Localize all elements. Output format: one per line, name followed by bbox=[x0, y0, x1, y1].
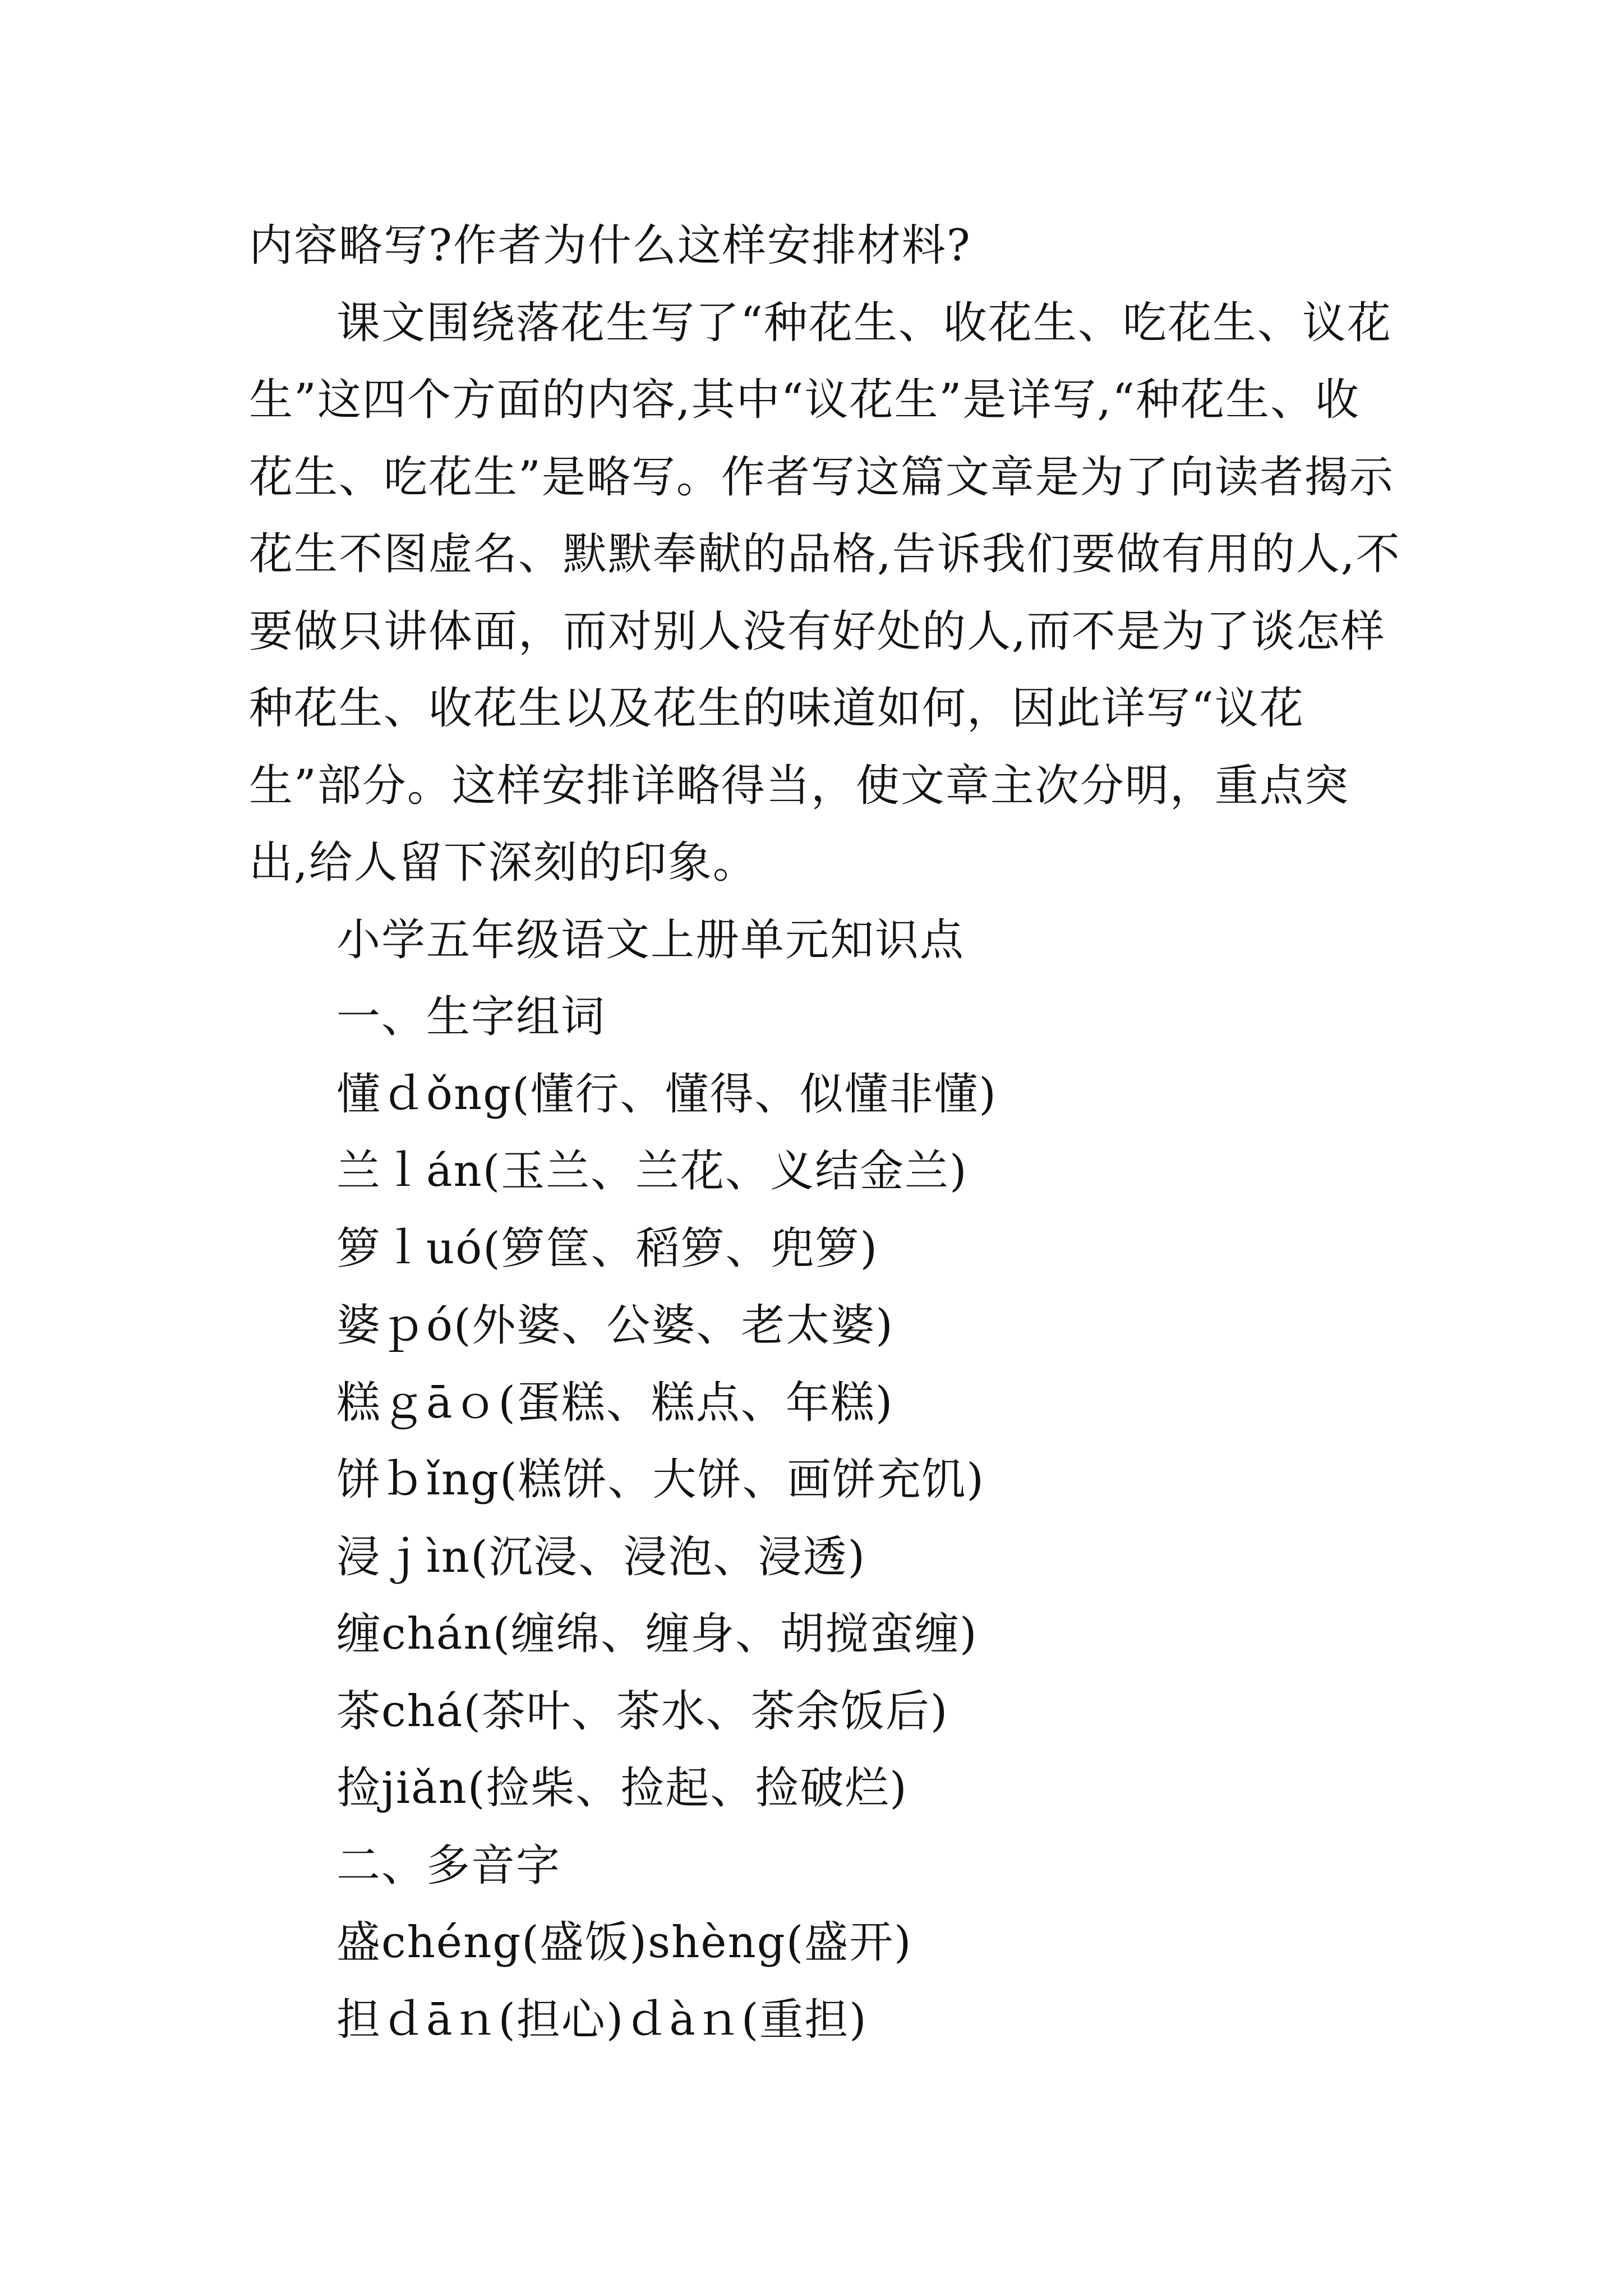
vocab-line: 缠chán(缠绵、缠身、胡搅蛮缠) bbox=[336, 1609, 978, 1659]
paragraph-question: 内容略写?作者为什么这样安排材料? bbox=[249, 220, 971, 271]
vocab-line: 捡jiǎn(捡柴、捡起、捡破烂) bbox=[336, 1763, 908, 1814]
vocab-line: 懂ｄǒng(懂行、懂得、似懂非懂) bbox=[336, 1069, 997, 1120]
polyphone-line: 盛chéng(盛饭)shèng(盛开) bbox=[336, 1917, 912, 1968]
vocab-line: 浸ｊìn(沉浸、浸泡、浸透) bbox=[336, 1531, 866, 1582]
paragraph-answer: 课文围绕落花生写了“种花生、收花生、吃花生、议花生”这四个方面的内容,其中“议花生”是详写,“种花生、收花生、吃花生”是略写。作者写这篇文章是为了向读者揭示花生不图虚名、默默奉献的品格,告诉我们要做有用的人,不要做只讲体面，而对别人没有好处的人,而不是为了谈怎样种花生、收花生以及花生的味道如何，因此详写“议花生”部分。这样安排详略得当，使文章主次分明，重点突出,给人留下深刻的印象。 bbox=[249, 297, 1401, 888]
section-heading-polyphones: 二、多音字 bbox=[336, 1840, 561, 1891]
vocab-line: 箩ｌuó(箩筐、稻箩、兜箩) bbox=[336, 1223, 879, 1274]
vocab-line: 茶chá(茶叶、茶水、茶余饭后) bbox=[336, 1686, 949, 1737]
vocab-line: 婆ｐó(外婆、公婆、老太婆) bbox=[336, 1300, 894, 1351]
vocab-line: 兰ｌán(玉兰、兰花、义结金兰) bbox=[336, 1146, 968, 1197]
vocab-line: 糕ｇāｏ(蛋糕、糕点、年糕) bbox=[336, 1377, 894, 1428]
vocab-line: 饼ｂǐng(糕饼、大饼、画饼充饥) bbox=[336, 1455, 985, 1505]
document-body bbox=[249, 208, 1402, 2059]
section-heading-new-characters: 一、生字组词 bbox=[336, 992, 606, 1042]
polyphone-line: 担ｄāｎ(担心)ｄàｎ(重担) bbox=[336, 1994, 868, 2045]
section-title: 小学五年级语文上册单元知识点 bbox=[336, 914, 965, 965]
